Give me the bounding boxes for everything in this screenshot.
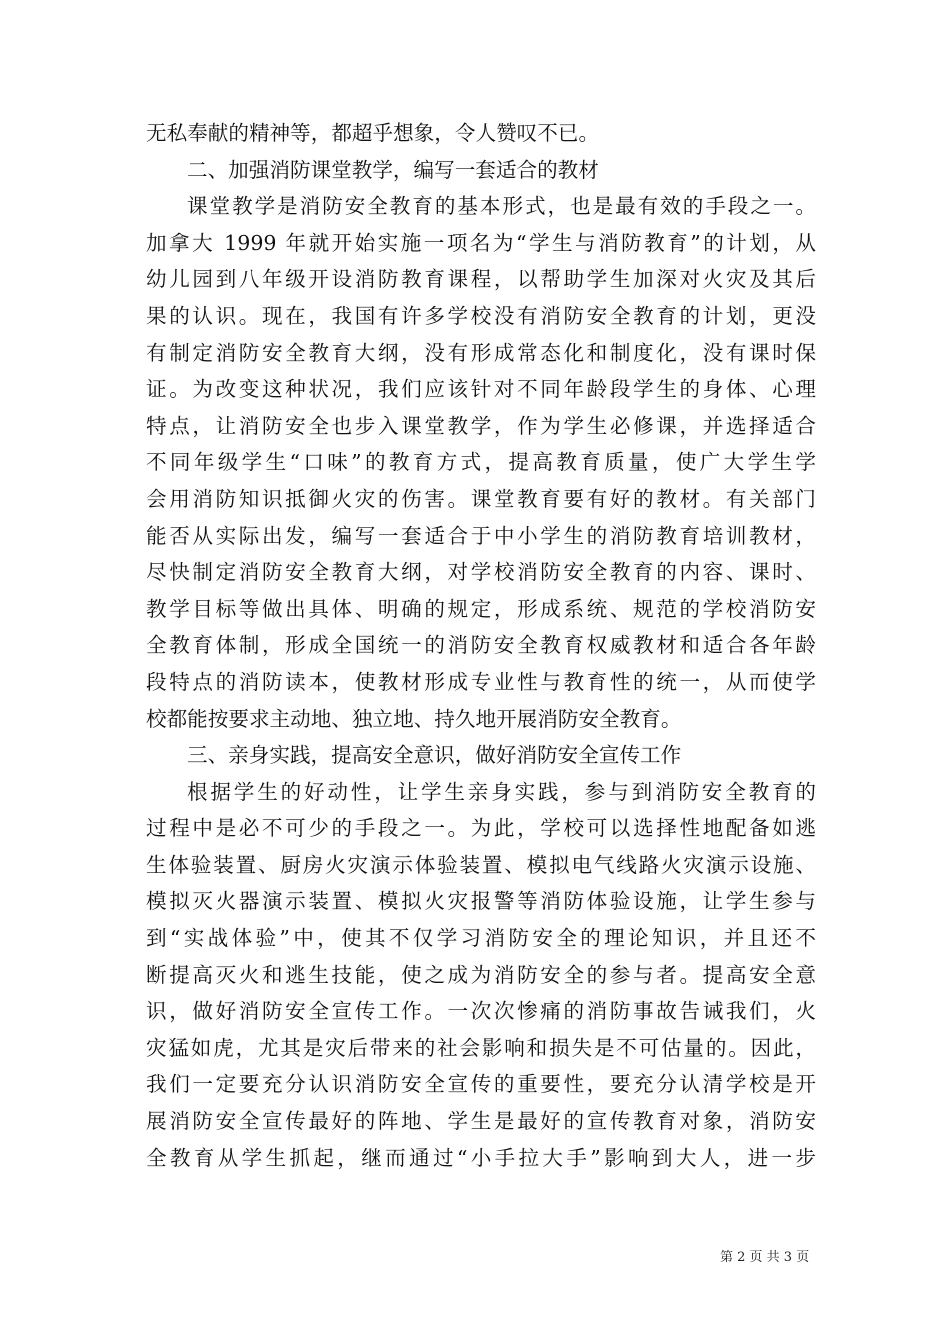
paragraph-line: 生体验装置、厨房火灾演示体验装置、模拟电气线路火灾演示设施、 [146, 852, 816, 877]
paragraph-line: 果的认识。现在，我国有许多学校没有消防安全教育的计划，更没 [146, 303, 816, 328]
paragraph-line: 课堂教学是消防安全教育的基本形式，也是最有效的手段之一。 [187, 194, 816, 219]
paragraph-line: 三、亲身实践，提高安全意识，做好消防安全宣传工作 [187, 743, 682, 768]
paragraph-line: 全教育体制，形成全国统一的消防安全教育权威教材和适合各年龄 [146, 633, 816, 658]
page-number-footer: 第 2 页 共 3 页 [720, 1250, 810, 1265]
paragraph-line: 加拿大 1999 年就开始实施一项名为“学生与消防教育”的计划，从 [146, 230, 816, 255]
paragraph-line: 展消防安全宣传最好的阵地、学生是最好的宣传教育对象，消防安 [146, 1109, 816, 1134]
paragraph-line: 幼儿园到八年级开设消防教育课程，以帮助学生加深对火灾及其后 [146, 267, 816, 292]
paragraph-line: 根据学生的好动性，让学生亲身实践，参与到消防安全教育的 [187, 779, 816, 804]
paragraph-line: 我们一定要充分认识消防安全宣传的重要性，要充分认清学校是开 [146, 1072, 816, 1097]
paragraph-line: 能否从实际出发，编写一套适合于中小学生的消防教育培训教材， [146, 523, 816, 548]
document-body [146, 115, 816, 1176]
paragraph-line: 特点，让消防安全也步入课堂教学，作为学生必修课，并选择适合 [146, 413, 816, 438]
paragraph-line: 教学目标等做出具体、明确的规定，形成系统、规范的学校消防安 [146, 596, 816, 621]
paragraph-line: 到“实战体验”中，使其不仅学习消防安全的理论知识，并且还不 [146, 926, 816, 951]
paragraph-line: 会用消防知识抵御火灾的伤害。课堂教育要有好的教材。有关部门 [146, 486, 816, 511]
paragraph-line: 断提高灭火和逃生技能，使之成为消防安全的参与者。提高安全意 [146, 962, 816, 987]
paragraph-line: 不同年级学生“口味”的教育方式，提高教育质量，使广大学生学 [146, 450, 816, 475]
paragraph-line: 识，做好消防安全宣传工作。一次次惨痛的消防事故告诫我们，火 [146, 999, 816, 1024]
paragraph-line: 灾猛如虎，尤其是灾后带来的社会影响和损失是不可估量的。因此， [146, 1035, 816, 1060]
paragraph-line: 二、加强消防课堂教学，编写一套适合的教材 [187, 157, 599, 182]
paragraph-line: 证。为改变这种状况，我们应该针对不同年龄段学生的身体、心理 [146, 377, 816, 402]
paragraph-line: 过程中是必不可少的手段之一。为此，学校可以选择性地配备如逃 [146, 816, 816, 841]
paragraph-line: 全教育从学生抓起，继而通过“小手拉大手”影响到大人，进一步 [146, 1145, 816, 1170]
paragraph-line: 有制定消防安全教育大纲，没有形成常态化和制度化，没有课时保 [146, 340, 816, 365]
paragraph-line: 无私奉献的精神等，都超乎想象，令人赞叹不已。 [146, 121, 600, 145]
paragraph-line: 段特点的消防读本，使教材形成专业性与教育性的统一，从而使学 [146, 669, 816, 694]
paragraph-line: 模拟灭火器演示装置、模拟火灾报警等消防体验设施，让学生参与 [146, 889, 816, 914]
paragraph-line: 校都能按要求主动地、独立地、持久地开展消防安全教育。 [146, 706, 682, 731]
paragraph-line: 尽快制定消防安全教育大纲，对学校消防安全教育的内容、课时、 [146, 560, 816, 585]
